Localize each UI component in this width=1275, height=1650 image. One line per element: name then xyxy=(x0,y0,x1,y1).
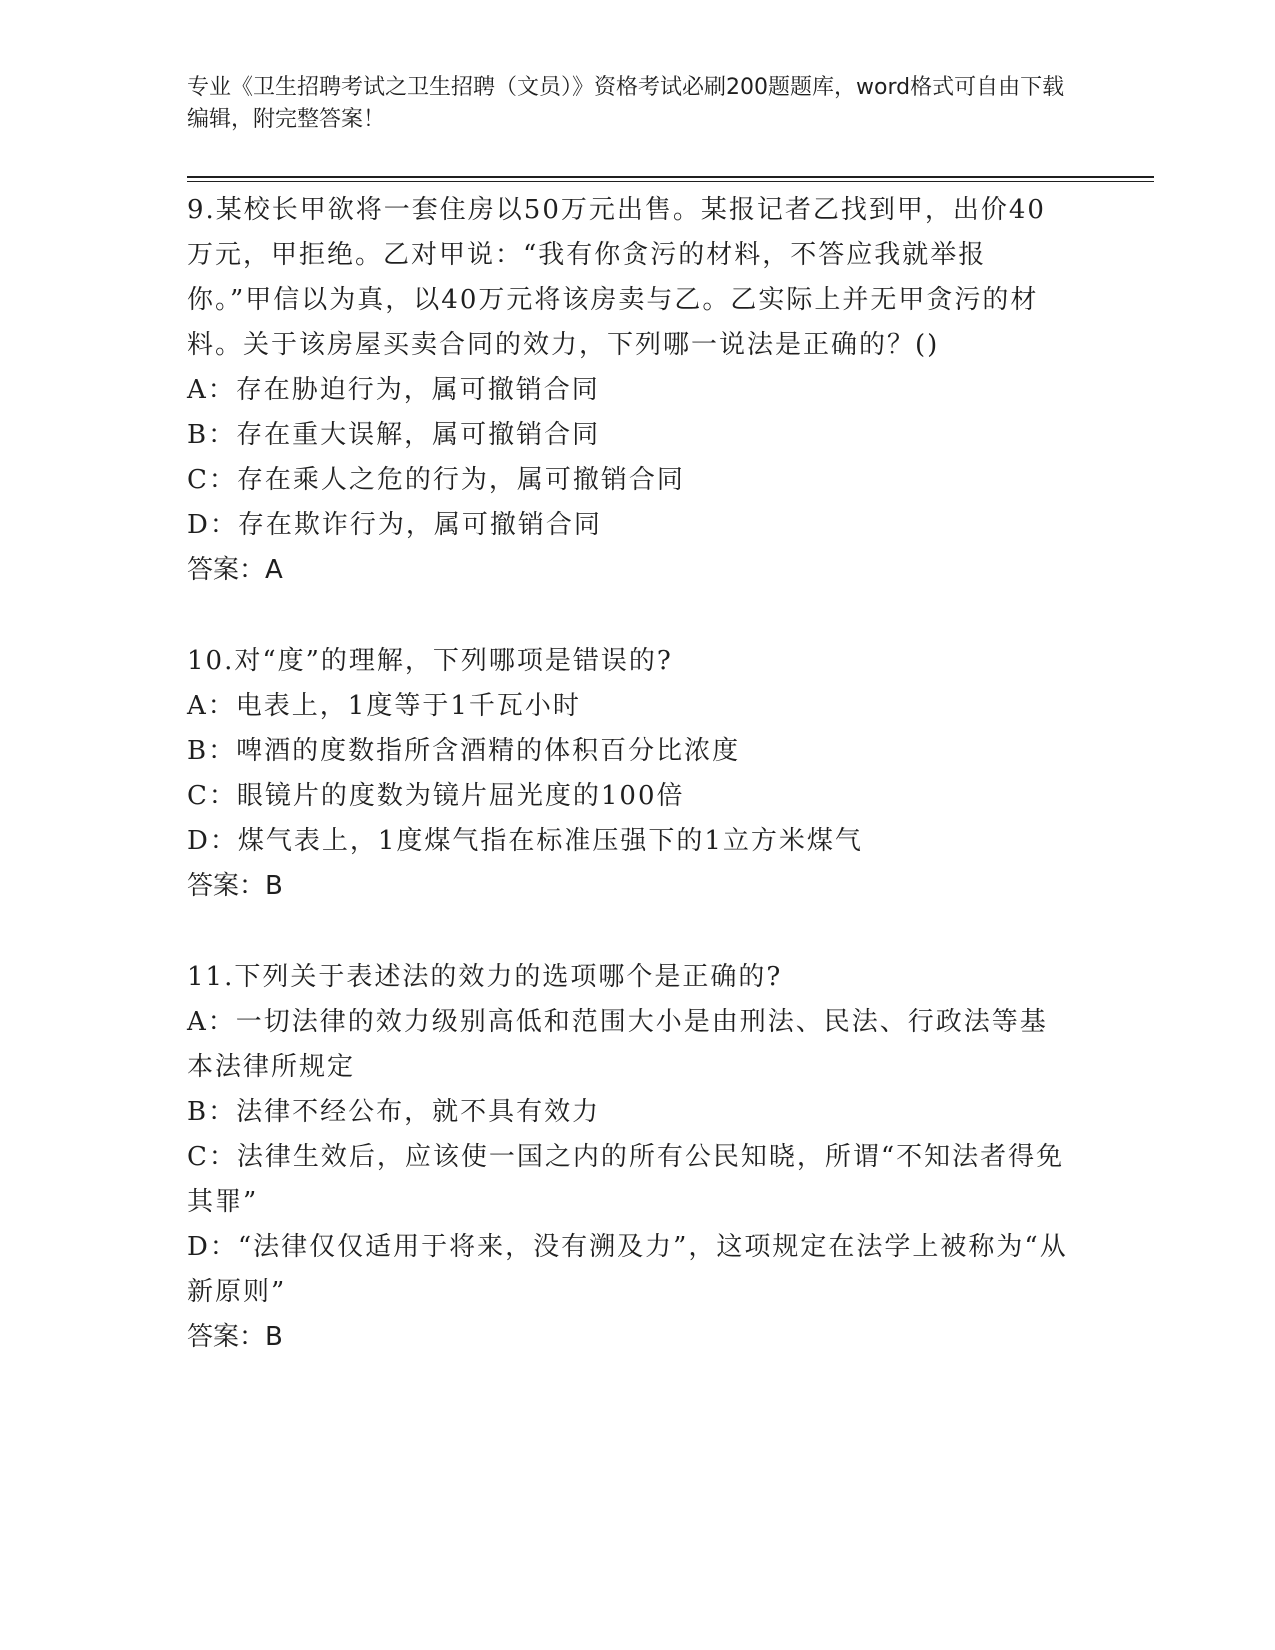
option-b: B：啤酒的度数指所含酒精的体积百分比浓度 xyxy=(187,736,741,766)
question-11 xyxy=(187,955,1072,1360)
answer-line: 答案：B xyxy=(187,871,283,901)
header-divider-thin xyxy=(187,181,1154,182)
question-stem: 10.对“度”的理解，下列哪项是错误的? xyxy=(187,646,673,676)
question-10 xyxy=(187,639,1072,909)
option-d: D：煤气表上，1度煤气指在标准压强下的1立方米煤气 xyxy=(187,826,863,856)
header-divider-thick xyxy=(187,176,1154,178)
option-b: B：存在重大误解，属可撤销合同 xyxy=(187,420,601,450)
question-stem: 11.下列关于表述法的效力的选项哪个是正确的? xyxy=(187,962,783,992)
option-c: C：法律生效后，应该使一国之内的所有公民知晓，所谓“不知法者得免其罪” xyxy=(187,1142,1065,1217)
option-c: C：眼镜片的度数为镜片屈光度的100倍 xyxy=(187,781,685,811)
answer-line: 答案：B xyxy=(187,1322,283,1352)
question-list xyxy=(187,188,1072,1406)
answer-line: 答案：A xyxy=(187,555,283,585)
option-a: A：电表上，1度等于1千瓦小时 xyxy=(187,691,581,721)
option-d: D：存在欺诈行为，属可撤销合同 xyxy=(187,510,602,540)
option-a: A：一切法律的效力级别高低和范围大小是由刑法、民法、行政法等基本法律所规定 xyxy=(187,1007,1048,1082)
question-stem: 9.某校长甲欲将一套住房以50万元出售。某报记者乙找到甲，出价40万元，甲拒绝。乙对甲说：“我有你贪污的材料，不答应我就举报你。”甲信以为真，以40万元将该房卖与乙。乙实际上并无甲贪污的材料。关于该房屋买卖合同的效力，下列哪一说法是正确的？() xyxy=(187,195,1046,360)
question-9 xyxy=(187,188,1072,593)
document-header: 专业《卫生招聘考试之卫生招聘（文员）》资格考试必刷200题题库，word格式可自由下载编辑，附完整答案！ xyxy=(187,75,1065,132)
option-c: C：存在乘人之危的行为，属可撤销合同 xyxy=(187,465,685,495)
option-d: D：“法律仅仅适用于将来，没有溯及力”，这项规定在法学上被称为“从新原则” xyxy=(187,1232,1068,1307)
option-a: A：存在胁迫行为，属可撤销合同 xyxy=(187,375,600,405)
option-b: B：法律不经公布，就不具有效力 xyxy=(187,1097,601,1127)
